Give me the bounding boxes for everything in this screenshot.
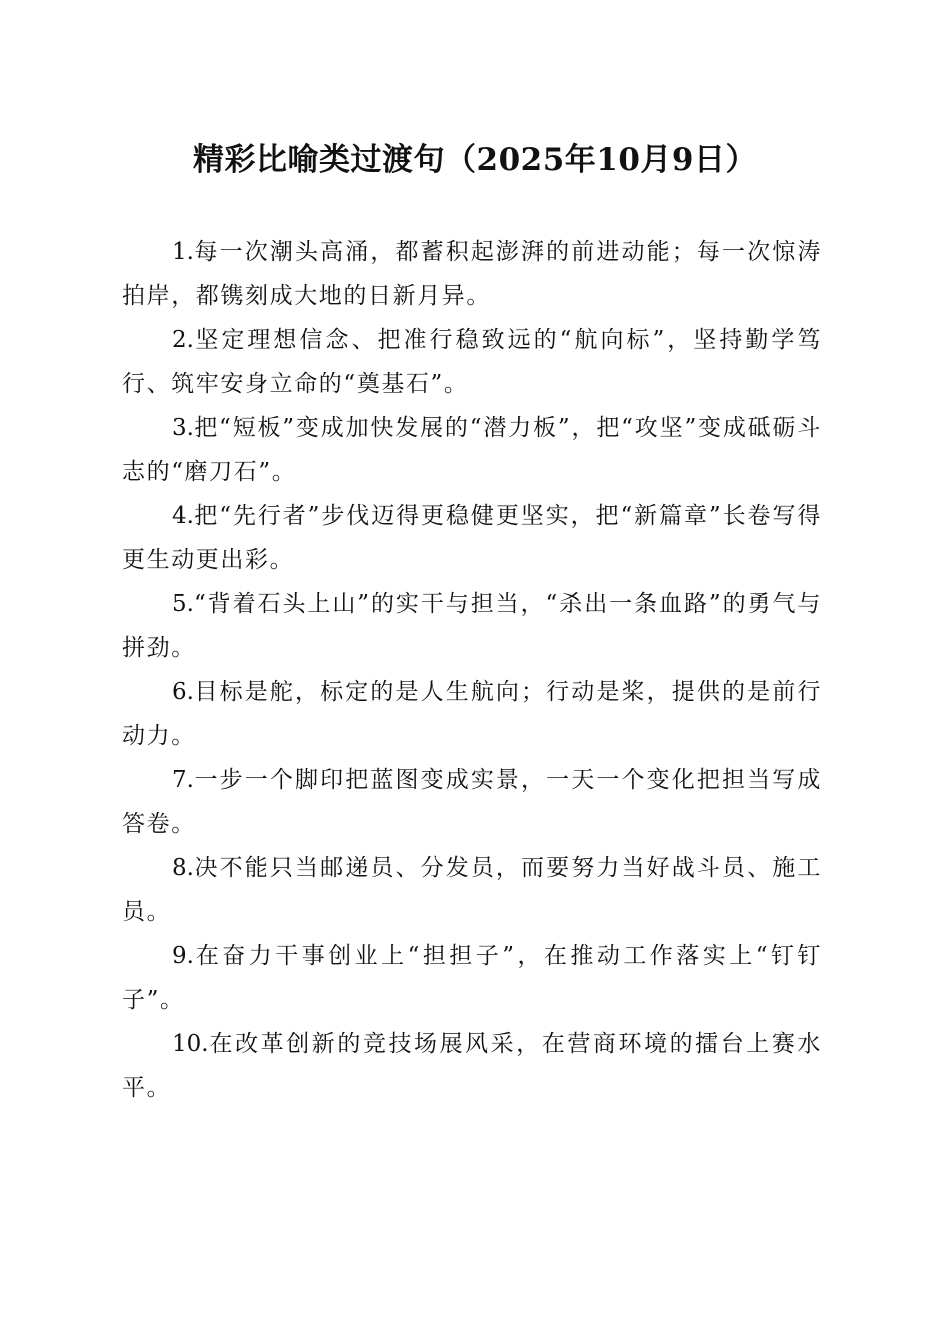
item-number: 10. [172, 1031, 209, 1057]
item-text: 把“短板”变成加快发展的“潜力板”，把“攻坚”变成砥砺斗志的“磨刀石”。 [122, 415, 822, 485]
document-body [122, 230, 822, 1110]
list-item [122, 934, 822, 1022]
item-number: 2. [172, 327, 194, 353]
item-text: 在改革创新的竞技场展风采，在营商环境的擂台上赛水平。 [122, 1031, 822, 1101]
document-title: 精彩比喻类过渡句（2025年10月9日） [193, 142, 757, 178]
item-number: 9. [172, 943, 194, 969]
list-item [122, 670, 822, 758]
item-text: 坚定理想信念、把准行稳致远的“航向标”，坚持勤学笃行、筑牢安身立命的“奠基石”。 [122, 327, 822, 397]
item-number: 7. [172, 767, 194, 793]
list-item [122, 406, 822, 494]
list-item [122, 230, 822, 318]
item-number: 1. [172, 239, 194, 265]
item-text: 决不能只当邮递员、分发员，而要努力当好战斗员、施工员。 [122, 855, 822, 925]
list-item [122, 758, 822, 846]
item-number: 3. [172, 415, 194, 441]
item-text: 在奋力干事创业上“担担子”，在推动工作落实上“钉钉子”。 [122, 943, 822, 1013]
item-number: 8. [172, 855, 194, 881]
list-item [122, 1022, 822, 1110]
item-number: 4. [172, 503, 194, 529]
item-text: “背着石头上山”的实干与担当，“杀出一条血路”的勇气与拼劲。 [122, 591, 822, 661]
list-item [122, 846, 822, 934]
item-number: 5. [172, 591, 194, 617]
item-text: 每一次潮头高涌，都蓄积起澎湃的前进动能；每一次惊涛拍岸，都镌刻成大地的日新月异。 [122, 239, 822, 309]
item-text: 把“先行者”步伐迈得更稳健更坚实，把“新篇章”长卷写得更生动更出彩。 [122, 503, 822, 573]
list-item [122, 318, 822, 406]
item-number: 6. [172, 679, 194, 705]
list-item [122, 494, 822, 582]
item-text: 一步一个脚印把蓝图变成实景，一天一个变化把担当写成答卷。 [122, 767, 822, 837]
item-text: 目标是舵，标定的是人生航向；行动是桨，提供的是前行动力。 [122, 679, 822, 749]
list-item [122, 582, 822, 670]
